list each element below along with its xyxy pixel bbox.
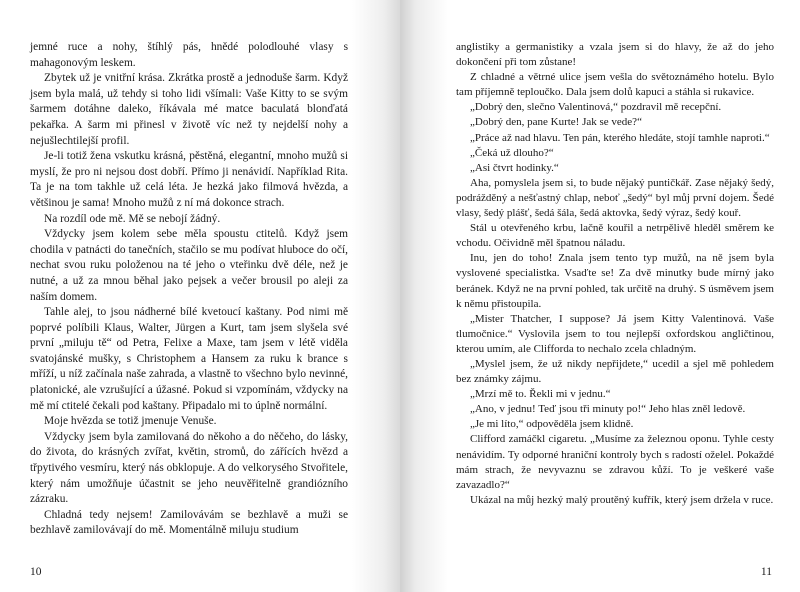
- right-page-text: [456, 40, 774, 508]
- paragraph: Vždycky jsem kolem sebe měla spoustu ctitelů. Když jsem chodila v patnácti do tanečních, stačilo se mu podívat hluboce do očí, nechat svou ruku položenou na té jeho o vteřinku dvě déle, než je nutné, a už za mnou běhal jako pejsek a večer brousil po aleji za naším domem.: [30, 228, 348, 303]
- paragraph: jemné ruce a nohy, štíhlý pás, hnědé polodlouhé vlasy s mahagonovým leskem.: [30, 41, 348, 69]
- paragraph: Vždycky jsem byla zamilovaná do někoho a do něčeho, do lásky, do života, do krásných zvířat, květin, stromů, do zářících hvězd a třpytivého vesmíru, který nás obklopuje. A do velkorysého Stvořitele, který nám umožňuje účastnit se jeho neuvěřitelně grandiózního zázraku.: [30, 430, 348, 506]
- paragraph: Z chladné a větrné ulice jsem vešla do světoznámého hotelu. Bylo tam příjemně teploučko. Dala jsem dolů kapuci a stáhla si rukavice.: [456, 71, 774, 99]
- paragraph: „Mister Thatcher, I suppose? Já jsem Kitty Valentinová. Vaše tlumočnice.“ Vyslovila jsem to tou nejlepší oxfordskou angličtinou, kterou umím, ale Clifforda to nechalo zcela chladným.: [456, 312, 774, 355]
- paragraph: „Dobrý den, pane Kurte! Jak se vede?“: [470, 116, 642, 129]
- paragraph: „Čeká už dlouho?“: [470, 146, 554, 159]
- paragraph: Moje hvězda se totiž jmenuje Venuše.: [44, 415, 217, 428]
- paragraph: „Dobrý den, slečno Valentinová,“ pozdravil mě recepční.: [470, 101, 722, 114]
- paragraph: „Ano, v jednu! Teď jsou tři minuty po!“ Jeho hlas zněl ledově.: [470, 403, 746, 416]
- paragraph: Inu, jen do toho! Znala jsem tento typ mužů, na ně jsem byla vyslovené specialistka. Vsaďte se! Za dvě minutky bude mírný jako beránek. Když ne na první pohled, tak určitě na druhý. S úsměvem jsem k němu přistoupila.: [456, 252, 774, 310]
- paragraph: Stál u otevřeného krbu, lačně kouřil a netrpělivě hleděl směrem ke vchodu. Očividně měl špatnou náladu.: [456, 222, 774, 250]
- paragraph: „Asi čtvrt hodinky.“: [470, 161, 559, 174]
- paragraph: „Práce až nad hlavu. Ten pán, kterého hledáte, stojí tamhle naproti.“: [470, 131, 770, 144]
- page-number: 10: [30, 566, 42, 578]
- paragraph: Zbytek už je vnitřní krása. Zkrátka prostě a jednoduše šarm. Když jsem byla malá, už tehdy si toho lidi všímali: Vaše Kitty to se svým šarmem dotáhne daleko, říkávala mé matce baculatá blonďatá pekařka. A šarm mi přinesl v životě víc než ty nejdelší nohy a nejušlechtilejší profil.: [30, 72, 348, 147]
- paragraph: Chladná tedy nejsem! Zamilovávám se bezhlavě a muži se bezhlavě zamilovávají do mě. Momentálně miluju studium: [30, 508, 348, 537]
- paragraph: „Je mi líto,“ odpověděla jsem klidně.: [470, 418, 634, 431]
- paragraph: Tahle alej, to jsou nádherné bílé kvetoucí kaštany. Pod nimi mě poprvé políbili Klaus, Walter, Jürgen a Kurt, tam jsem slyšela své první „miluju tě“ od Petra, Felixe a Maxe, tam jsem v létě viděla svatojánské mušky, s Christophem a Hansem za ruku k brance s mříží, u níž začínala naše zahrada, a vlastně to všechno bylo nevinné, platonické, ale vzrušující a úžasné. Pokud si vzpomínám, vždycky na mě mí ctitelé čekali pod kaštany. Připadalo mi to úplně normální.: [30, 306, 348, 412]
- paragraph: „Myslel jsem, že už nikdy nepřijdete,“ ucedil a sjel mě pohledem bez známky zájmu.: [456, 357, 774, 386]
- paragraph: anglistiky a germanistiky a vzala jsem si do hlavy, že až do jeho dokončení při tom zůstane!: [456, 41, 774, 69]
- paragraph: „Mrzí mě to. Řekli mi v jednu.“: [470, 388, 611, 401]
- paragraph: Na rozdíl ode mě. Mě se nebojí žádný.: [44, 212, 221, 225]
- paragraph: Aha, pomyslela jsem si, to bude nějaký puntičkář. Zase nějaký šedý, podrážděný a nešťastný chlap, neboť „šedý“ byl můj první dojem. Šedé vlasy, šedý plášť, šedá šála, šedá aktovka, šedý výraz, šedý kouř.: [456, 176, 774, 220]
- page-number: 11: [760, 566, 772, 578]
- paragraph: Je-li totiž žena vskutku krásná, pěstěná, elegantní, mnoho mužů si myslí, že pro ni nejsou dost dobří. Přímo ji nenávidí. Například Rita. Ta je na tom takhle už celá léta. Je hezká jako filmová hvězda, a většinou je sama! Mnoho mužů z ní má dokonce strach.: [30, 150, 348, 209]
- left-page-text: [30, 40, 348, 539]
- paragraph: Clifford zamáčkl cigaretu. „Musíme za železnou oponu. Tyhle cesty nenávidím. Ty odporné hraniční kontroly bych s radostí oželel. Pokaždé mám strach, že nevyvaznu se zdravou kůží. To je veškeré vaše zavazadlo?“: [456, 433, 774, 491]
- paragraph: Ukázal na můj hezký malý proutěný kufřík, který jsem držela v ruce.: [470, 493, 774, 506]
- right-page: [400, 0, 800, 592]
